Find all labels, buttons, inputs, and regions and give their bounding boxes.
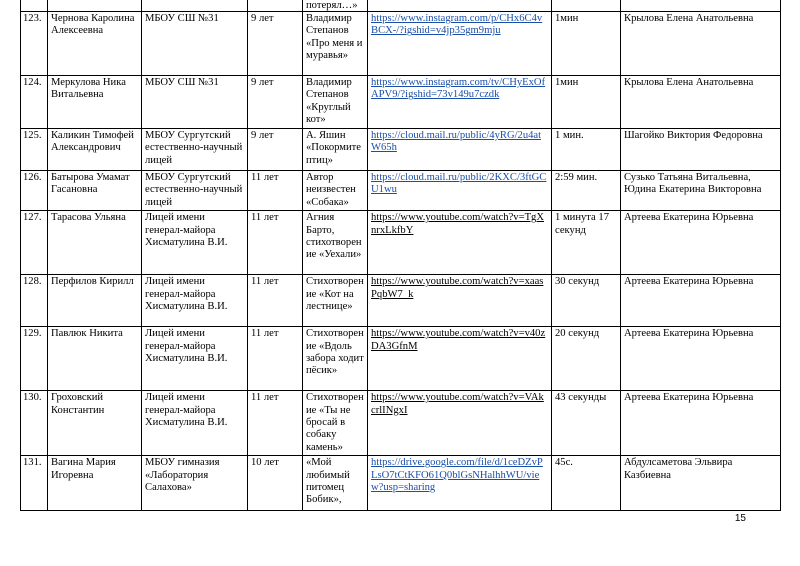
cell-name: Перфилов Кирилл: [48, 275, 142, 327]
table-row: [21, 211, 781, 275]
video-link[interactable]: https://www.youtube.com/watch?v=xaasPqbW7_k: [371, 276, 544, 300]
cell-link: [368, 0, 552, 12]
page-number: 15: [734, 513, 746, 524]
cell-duration: 2:59 мин.: [552, 171, 621, 211]
cell-teacher: Крылова Елена Анатольевна: [621, 76, 781, 129]
cell-teacher: Артеева Екатерина Юрьевна: [621, 275, 781, 327]
cell-age: 9 лет: [248, 12, 303, 76]
cell-work: Стихотворение «Вдоль забора ходит пёсик»: [303, 327, 368, 391]
cell-teacher: Сузько Татьяна Витальевна, Юдина Екатерина Викторовна: [621, 171, 781, 211]
video-link[interactable]: https://cloud.mail.ru/public/4yRG/2u4atW65h: [371, 130, 542, 154]
table-row: [21, 456, 781, 511]
table-row: [21, 327, 781, 391]
video-link[interactable]: https://drive.google.com/file/d/1ceDZvPLsO7tCtKFO61Q0blGsNHalhhWU/view?usp=sharing: [371, 457, 543, 494]
results-table-wrapper: [20, 0, 780, 511]
cell-num: 125.: [21, 129, 48, 171]
table-row: [21, 391, 781, 456]
cell-age: 11 лет: [248, 211, 303, 275]
video-link[interactable]: https://www.youtube.com/watch?v=VAkcrlINgxI: [371, 392, 544, 416]
cell-link: [368, 171, 552, 211]
cell-num: 126.: [21, 171, 48, 211]
cell-school: Лицей имени генерал-майора Хисматулина В.И.: [142, 327, 248, 391]
cell-name: Батырова Умамат Гасановна: [48, 171, 142, 211]
cell-age: 11 лет: [248, 171, 303, 211]
cell-name: Вагина Мария Игоревна: [48, 456, 142, 511]
cell-num: 128.: [21, 275, 48, 327]
cell-teacher: Артеева Екатерина Юрьевна: [621, 327, 781, 391]
cell-work: «Мой любимый питомец Бобик»,: [303, 456, 368, 511]
cell-duration: 1 минута 17 секунд: [552, 211, 621, 275]
cell-num: 124.: [21, 76, 48, 129]
table-row: [21, 275, 781, 327]
cell-name: [48, 0, 142, 12]
table-row: [21, 76, 781, 129]
cell-num: 130.: [21, 391, 48, 456]
table-row: [21, 129, 781, 171]
cell-school: МБОУ гимназия «Лаборатория Салахова»: [142, 456, 248, 511]
cell-age: 9 лет: [248, 129, 303, 171]
video-link[interactable]: https://cloud.mail.ru/public/2KXC/3ftGCU1wu: [371, 172, 547, 196]
video-link[interactable]: https://www.youtube.com/watch?v=TgXnrxLkfbY: [371, 212, 544, 236]
cell-num: 131.: [21, 456, 48, 511]
cell-link: [368, 12, 552, 76]
table-row-continuation: [21, 0, 781, 12]
cell-work: Автор неизвестен «Собака»: [303, 171, 368, 211]
cell-num: [21, 0, 48, 12]
cell-duration: 1мин: [552, 12, 621, 76]
cell-link: [368, 76, 552, 129]
cell-link: [368, 211, 552, 275]
cell-teacher: Артеева Екатерина Юрьевна: [621, 211, 781, 275]
cell-work: потерял…»: [303, 0, 368, 12]
cell-teacher: Шагойко Виктория Федоровна: [621, 129, 781, 171]
cell-link: [368, 129, 552, 171]
cell-num: 129.: [21, 327, 48, 391]
cell-school: МБОУ СШ №31: [142, 12, 248, 76]
cell-work: Владимир Степанов «Круглый кот»: [303, 76, 368, 129]
cell-link: [368, 391, 552, 456]
video-link[interactable]: https://www.instagram.com/p/CHx6C4vBCX-/?igshid=v4jp35gm9mju: [371, 13, 543, 37]
cell-name: Павлюк Никита: [48, 327, 142, 391]
cell-name: Гроховский Константин: [48, 391, 142, 456]
cell-work: Стихотворение «Ты не бросай в собаку камень»: [303, 391, 368, 456]
cell-work: Стихотворение «Кот на лестнице»: [303, 275, 368, 327]
video-link[interactable]: https://www.instagram.com/tv/CHyExOfAPV9/?igshid=73v149u7czdk: [371, 77, 546, 101]
cell-duration: 1мин: [552, 76, 621, 129]
cell-school: МБОУ Сургутский естественно-научный лицей: [142, 129, 248, 171]
video-link[interactable]: https://www.youtube.com/watch?v=v40zDA3GfnM: [371, 328, 546, 352]
cell-link: [368, 275, 552, 327]
cell-work: Владимир Степанов «Про меня и муравья»: [303, 12, 368, 76]
table-row: [21, 12, 781, 76]
cell-age: 10 лет: [248, 456, 303, 511]
table-row: [21, 171, 781, 211]
cell-work: А. Яшин «Покормите птиц»: [303, 129, 368, 171]
cell-school: МБОУ СШ №31: [142, 76, 248, 129]
cell-duration: [552, 0, 621, 12]
cell-teacher: Абдулсаметова Эльвира Казбиевна: [621, 456, 781, 511]
cell-name: Чернова Каролина Алексеевна: [48, 12, 142, 76]
cell-age: 11 лет: [248, 327, 303, 391]
cell-link: [368, 327, 552, 391]
cell-num: 127.: [21, 211, 48, 275]
cell-name: Каликин Тимофей Александрович: [48, 129, 142, 171]
cell-age: 11 лет: [248, 275, 303, 327]
cell-duration: 45с.: [552, 456, 621, 511]
results-table: [20, 0, 781, 511]
cell-duration: 30 секунд: [552, 275, 621, 327]
cell-duration: 1 мин.: [552, 129, 621, 171]
cell-age: [248, 0, 303, 12]
cell-num: 123.: [21, 12, 48, 76]
cell-age: 9 лет: [248, 76, 303, 129]
cell-school: Лицей имени генерал-майора Хисматулина В.И.: [142, 211, 248, 275]
cell-link: [368, 456, 552, 511]
cell-school: [142, 0, 248, 12]
cell-school: Лицей имени генерал-майора Хисматулина В.И.: [142, 391, 248, 456]
cell-teacher: Артеева Екатерина Юрьевна: [621, 391, 781, 456]
cell-duration: 43 секунды: [552, 391, 621, 456]
cell-name: Меркулова Ника Витальевна: [48, 76, 142, 129]
cell-duration: 20 секунд: [552, 327, 621, 391]
cell-age: 11 лет: [248, 391, 303, 456]
cell-teacher: Крылова Елена Анатольевна: [621, 12, 781, 76]
cell-name: Тарасова Ульяна: [48, 211, 142, 275]
cell-school: Лицей имени генерал-майора Хисматулина В.И.: [142, 275, 248, 327]
cell-work: Агния Барто, стихотворение «Уехали»: [303, 211, 368, 275]
cell-school: МБОУ Сургутский естественно-научный лицей: [142, 171, 248, 211]
cell-teacher: [621, 0, 781, 12]
